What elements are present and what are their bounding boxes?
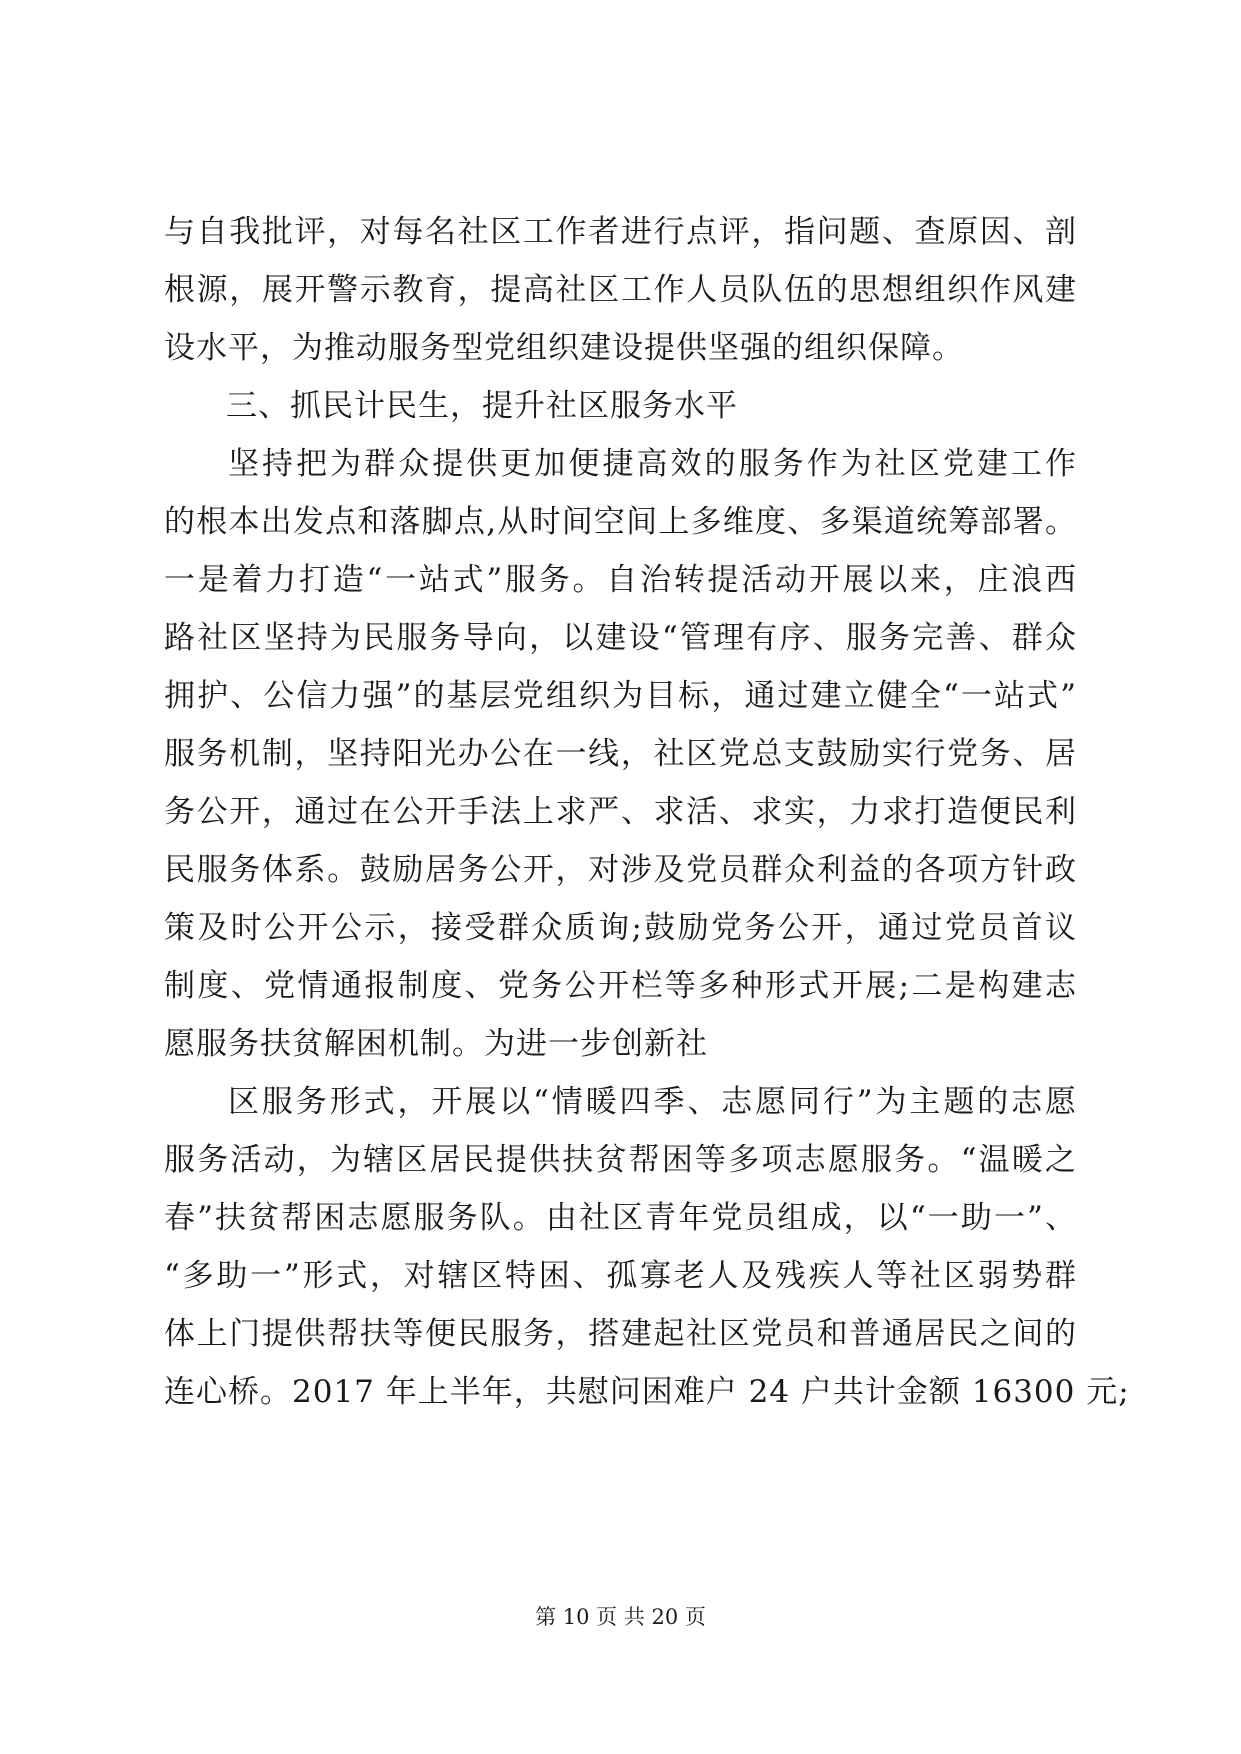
page-number-footer: 第 10 页 共 20 页 [535, 1605, 706, 1629]
text-line: 的根本出发点和落脚点,从时间空间上多维度、多渠道统筹部署。 [164, 504, 1077, 540]
section-heading: 三、抓民计民生，提升社区服务水平 [226, 388, 738, 424]
text-line: 务公开，通过在公开手法上求严、求活、求实，力求打造便民利 [164, 794, 1077, 830]
text-line: 路社区坚持为民服务导向，以建设“管理有序、服务完善、群众 [164, 620, 1077, 656]
paragraph-first-line: 区服务形式，开展以“情暖四季、志愿同行”为主题的志愿 [228, 1084, 1077, 1120]
text-line: 根源，展开警示教育，提高社区工作人员队伍的思想组织作风建 [164, 272, 1077, 308]
text-line: 服务机制，坚持阳光办公在一线，社区党总支鼓励实行党务、居 [164, 736, 1077, 772]
text-line: 一是着力打造“一站式”服务。自治转提活动开展以来，庄浪西 [164, 562, 1077, 598]
text-line: 拥护、公信力强”的基层党组织为目标，通过建立健全“一站式” [164, 678, 1077, 714]
text-line: “多助一”形式，对辖区特困、孤寡老人及残疾人等社区弱势群 [164, 1258, 1077, 1294]
text-line: 连心桥。2017 年上半年，共慰问困难户 24 户共计金额 16300 元; [164, 1374, 1130, 1410]
text-line: 与自我批评，对每名社区工作者进行点评，指问题、查原因、剖 [164, 214, 1077, 250]
text-line: 春”扶贫帮困志愿服务队。由社区青年党员组成，以“一助一”、 [164, 1200, 1077, 1236]
text-line: 设水平，为推动服务型党组织建设提供坚强的组织保障。 [164, 330, 964, 366]
text-line: 策及时公开公示，接受群众质询;鼓励党务公开，通过党员首议 [164, 910, 1077, 946]
text-line: 民服务体系。鼓励居务公开，对涉及党员群众利益的各项方针政 [164, 852, 1077, 888]
text-line: 体上门提供帮扶等便民服务，搭建起社区党员和普通居民之间的 [164, 1316, 1077, 1352]
text-line: 愿服务扶贫解困机制。为进一步创新社 [164, 1026, 708, 1062]
text-line: 制度、党情通报制度、党务公开栏等多种形式开展;二是构建志 [164, 968, 1077, 1004]
text-line: 服务活动，为辖区居民提供扶贫帮困等多项志愿服务。“温暖之 [164, 1142, 1077, 1178]
paragraph-first-line: 坚持把为群众提供更加便捷高效的服务作为社区党建工作 [228, 446, 1077, 482]
